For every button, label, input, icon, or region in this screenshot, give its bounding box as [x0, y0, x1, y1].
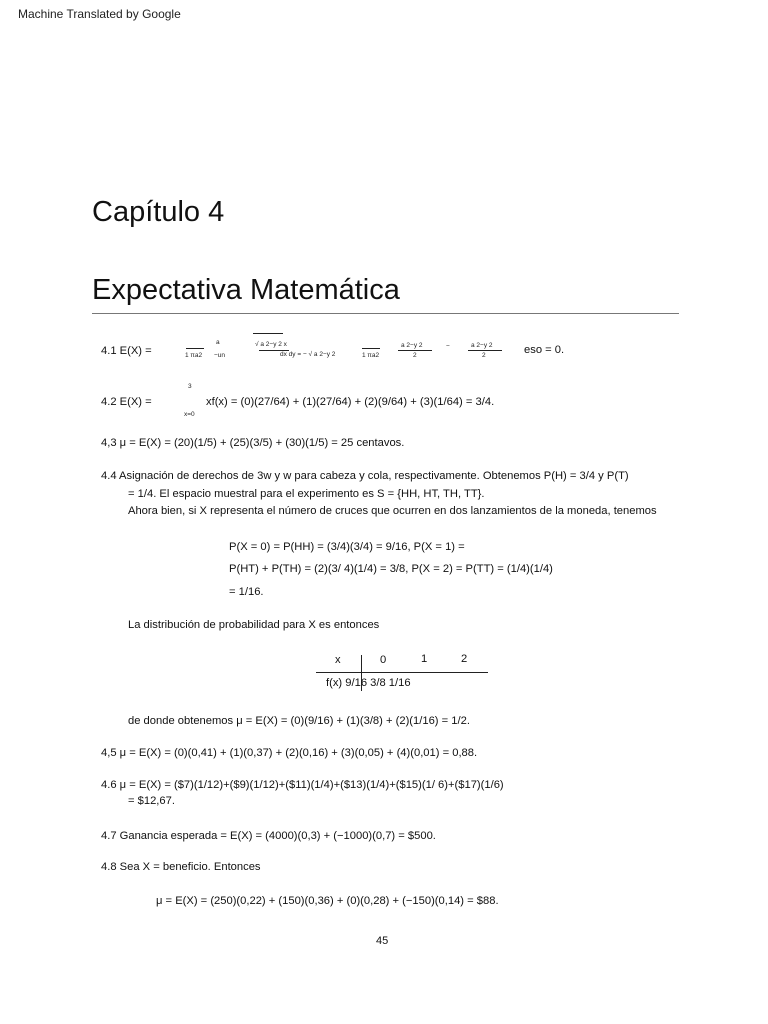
fraction-denominator: 2 [413, 352, 417, 359]
problem-4-2-label: 4.2 E(X) = [101, 396, 152, 408]
problem-4-6-line2: = $12,67. [128, 795, 175, 807]
problem-4-4-line3: Ahora bien, si X representa el número de cruces que ocurren en dos lanzamientos de la moneda, tenemos [128, 505, 657, 517]
page-number: 45 [376, 935, 389, 947]
fraction-denominator: 1 πa2 [362, 352, 380, 359]
problem-4-5: 4,5 μ = E(X) = (0)(0,41) + (1)(0,37) + (2)(0,16) + (3)(0,05) + (4)(0,01) = 0,88. [101, 747, 478, 759]
problem-4-7: 4.7 Ganancia esperada = E(X) = (4000)(0,3) + (−1000)(0,7) = $500. [101, 830, 436, 842]
fraction-bar [186, 348, 204, 349]
integral-lower-limit: −un [214, 352, 226, 359]
sqrt-expression: √ a 2−y 2 x [255, 341, 287, 348]
table-x-value: 2 [461, 653, 468, 665]
title-underline [92, 313, 679, 314]
probability-equation-1: P(X = 0) = P(HH) = (3/4)(3/4) = 9/16, P(X = 1) = [229, 541, 465, 553]
table-horizontal-divider [316, 672, 488, 673]
fraction-denominator: 1 πa2 [185, 352, 203, 359]
table-x-value: 0 [380, 654, 387, 666]
sqrt-overline [253, 333, 283, 334]
table-f-row: f(x) 9/16 3/8 1/16 [326, 677, 411, 689]
fraction-bar [468, 350, 502, 351]
problem-4-4-line1: 4.4 Asignación de derechos de 3w y w para cabeza y cola, respectivamente. Obtenemos P(H) = 3/4 y P(T) [101, 470, 629, 482]
sum-lower-limit: x=0 [184, 411, 195, 418]
inner-integral-expression: dx dy = − √ a 2−y 2 [280, 351, 336, 358]
minus-sign: − [446, 343, 450, 350]
table-x-value: 1 [421, 653, 428, 665]
problem-4-4-line2: = 1/4. El espacio muestral para el experimento es S = {HH, HT, TH, TT}. [128, 488, 485, 500]
fraction-numerator: a 2−y 2 [401, 342, 423, 349]
fraction-bar [362, 348, 380, 349]
chapter-heading: Capítulo 4 [92, 196, 225, 228]
problem-4-3: 4,3 μ = E(X) = (20)(1/5) + (25)(3/5) + (30)(1/5) = 25 centavos. [101, 437, 405, 449]
distribution-intro: La distribución de probabilidad para X es entonces [128, 619, 380, 631]
integral-upper-limit: a [216, 339, 220, 346]
fraction-bar [398, 350, 432, 351]
translation-banner: Machine Translated by Google [18, 7, 181, 21]
sum-upper-limit: 3 [188, 383, 192, 390]
problem-4-8-line1: 4.8 Sea X = beneficio. Entonces [101, 861, 261, 873]
problem-4-6-line1: 4.6 μ = E(X) = ($7)(1/12)+($9)(1/12)+($11)(1/4)+($13)(1/4)+($15)(1/ 6)+($17)(1/6) [101, 779, 504, 791]
probability-equation-3: = 1/16. [229, 586, 264, 598]
problem-4-8-equation: μ = E(X) = (250)(0,22) + (150)(0,36) + (0)(0,28) + (−150)(0,14) = $88. [156, 895, 499, 907]
problem-4-1-result: eso = 0. [524, 344, 565, 356]
table-x-header: x [335, 654, 341, 666]
problem-4-1-label: 4.1 E(X) = [101, 345, 152, 357]
problem-4-2-expression: xf(x) = (0)(27/64) + (1)(27/64) + (2)(9/64) + (3)(1/64) = 3/4. [206, 396, 495, 408]
probability-equation-2: P(HT) + P(TH) = (2)(3/ 4)(1/4) = 3/8, P(X = 2) = P(TT) = (1/4)(1/4) [229, 563, 553, 575]
fraction-denominator: 2 [482, 352, 486, 359]
problem-4-4-conclusion: de donde obtenemos μ = E(X) = (0)(9/16) + (1)(3/8) + (2)(1/16) = 1/2. [128, 715, 470, 727]
page-title: Expectativa Matemática [92, 274, 400, 306]
fraction-numerator: a 2−y 2 [471, 342, 493, 349]
